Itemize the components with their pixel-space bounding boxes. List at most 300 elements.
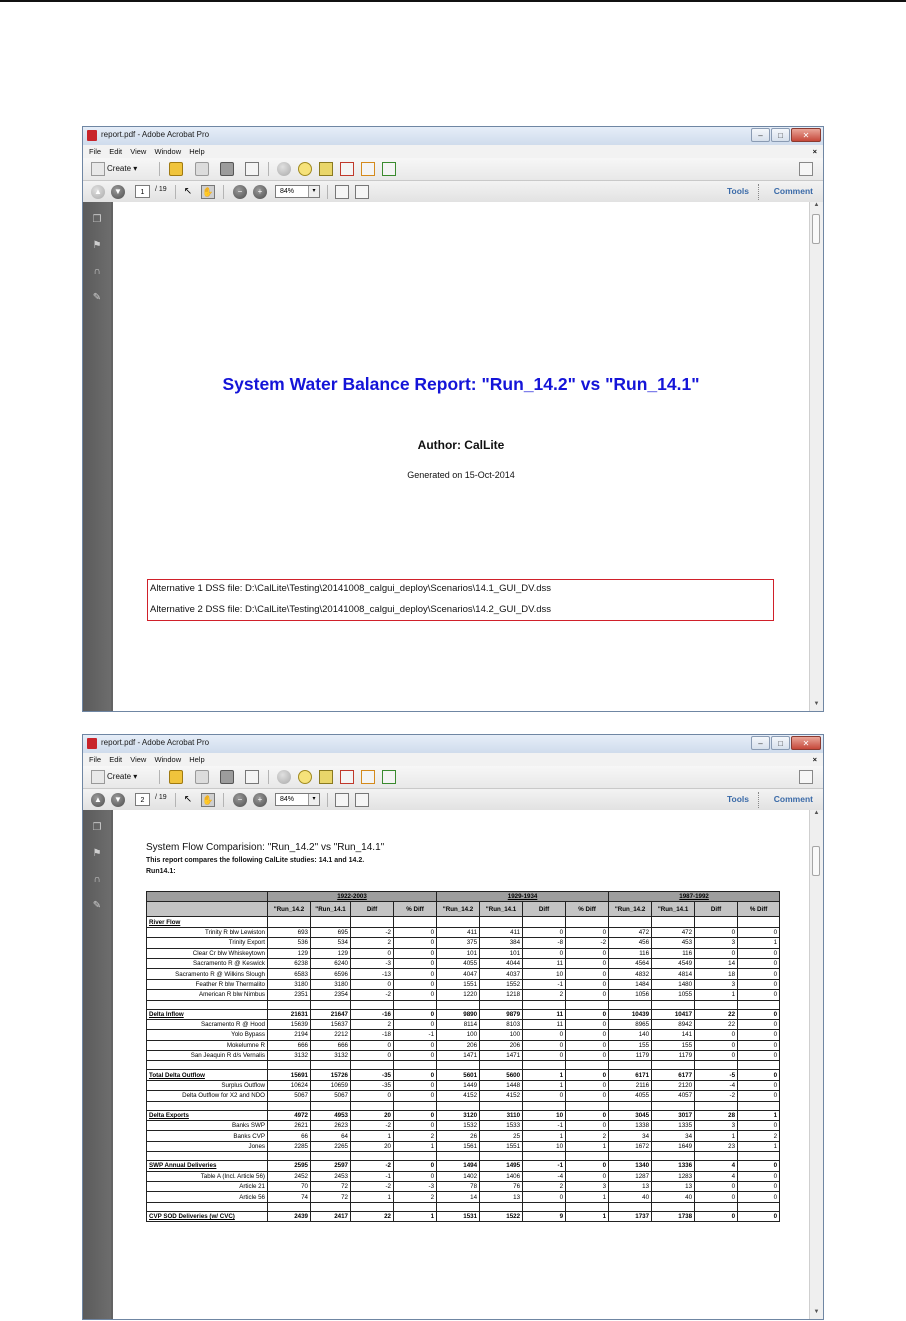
empty-cell (609, 1202, 652, 1211)
table-row (147, 927, 780, 937)
expand-icon[interactable] (799, 770, 813, 784)
value-cell: 1471 (437, 1051, 480, 1061)
value-cell: 375 (437, 938, 480, 948)
table-row (147, 1080, 780, 1090)
empty-cell (311, 1000, 351, 1009)
empty-cell (351, 1061, 394, 1070)
value-cell: 8103 (480, 1019, 523, 1029)
main-toolbar (83, 766, 823, 789)
value-cell: 3 (695, 1121, 738, 1131)
highlight-icon[interactable] (319, 770, 333, 784)
value-cell: 0 (394, 1171, 437, 1181)
email-icon[interactable] (245, 770, 259, 784)
value-cell: 0 (738, 1030, 780, 1040)
empty-cell (738, 1101, 780, 1110)
toolbar-divider (223, 185, 224, 199)
open-folder-icon[interactable] (169, 162, 183, 176)
zoom-select[interactable] (275, 185, 320, 198)
table-row (147, 990, 780, 1000)
comparison-title: System Flow Comparision: "Run_14.2" vs "Run_14.1" (146, 842, 385, 853)
empty-cell (652, 1061, 695, 1070)
value-cell: 21631 (268, 1009, 311, 1019)
select-cursor-icon[interactable]: ↖ (183, 794, 193, 805)
row-label: Sacramento R @ Wilkins Slough (147, 969, 268, 979)
value-cell: 0 (566, 1161, 609, 1171)
empty-cell (311, 1101, 351, 1110)
value-cell: 1495 (480, 1161, 523, 1171)
page-total: / 19 (155, 186, 167, 193)
zoom-in-icon[interactable]: + (253, 793, 267, 807)
empty-cell (652, 1000, 695, 1009)
comment-pane-button[interactable]: Comment (773, 794, 813, 804)
generated-date: Generated on 15-Oct-2014 (407, 470, 515, 480)
table-row (147, 979, 780, 989)
empty-cell (566, 1000, 609, 1009)
value-cell: 0 (566, 990, 609, 1000)
empty-cell (147, 1000, 268, 1009)
empty-cell (480, 1202, 523, 1211)
scroll-thumb[interactable] (812, 846, 820, 876)
title-bar (83, 127, 823, 145)
next-page-icon[interactable]: ▼ (111, 793, 125, 807)
value-cell: 4055 (609, 1091, 652, 1101)
value-cell: 1561 (437, 1141, 480, 1151)
gear-icon[interactable] (277, 162, 291, 176)
empty-cell (147, 1101, 268, 1110)
menu-view[interactable]: View (130, 755, 147, 764)
value-cell: 13 (652, 1181, 695, 1191)
signatures-icon[interactable]: ✎ (92, 292, 102, 303)
value-cell: 3 (566, 1181, 609, 1191)
redact-icon[interactable] (340, 770, 354, 784)
row-label: Jones (147, 1141, 268, 1151)
minimize-button[interactable]: – (751, 128, 770, 142)
column-header: Diff (695, 902, 738, 917)
value-cell: 695 (311, 927, 351, 937)
empty-cell (268, 1061, 311, 1070)
empty-cell (147, 1061, 268, 1070)
value-cell: 1 (695, 990, 738, 1000)
empty-cell (652, 917, 695, 927)
highlight-icon[interactable] (319, 162, 333, 176)
value-cell: 1 (738, 1141, 780, 1151)
table-row (147, 1091, 780, 1101)
export-icon[interactable] (361, 770, 375, 784)
empty-cell (566, 1152, 609, 1161)
total-row (147, 1110, 780, 1120)
empty-cell (437, 1101, 480, 1110)
value-cell: 1672 (609, 1141, 652, 1151)
vertical-scrollbar[interactable] (809, 810, 823, 1319)
empty-cell (480, 917, 523, 927)
value-cell: 411 (480, 927, 523, 937)
run-label: Run14.1: (146, 868, 176, 875)
column-header: "Run_14.2 (437, 902, 480, 917)
empty-cell (652, 1101, 695, 1110)
menu-help[interactable]: Help (189, 755, 205, 764)
scroll-down-icon[interactable]: ▼ (813, 701, 820, 707)
value-cell: -1 (523, 1121, 566, 1131)
value-cell: 1551 (480, 1141, 523, 1151)
value-cell: -2 (351, 1181, 394, 1191)
tools-pane-button[interactable]: Tools (726, 794, 749, 804)
close-document-icon[interactable]: × (812, 755, 817, 764)
page-number-input[interactable]: 1 (135, 185, 150, 198)
value-cell: 1179 (609, 1051, 652, 1061)
empty-cell (566, 1101, 609, 1110)
empty-cell (738, 1202, 780, 1211)
value-cell: 0 (695, 1211, 738, 1221)
value-cell: 0 (523, 1040, 566, 1050)
pages-panel-icon[interactable]: ❐ (92, 214, 102, 225)
create-pdf-icon[interactable] (91, 162, 105, 176)
value-cell: 472 (652, 927, 695, 937)
sign-icon[interactable] (382, 770, 396, 784)
menu-window[interactable]: Window (154, 755, 182, 764)
tools-pane-button[interactable]: Tools (726, 186, 749, 196)
value-cell: 0 (566, 1080, 609, 1090)
export-icon[interactable] (361, 162, 375, 176)
menu-file[interactable]: File (89, 147, 102, 156)
value-cell: 0 (738, 927, 780, 937)
scrolling-mode-icon[interactable] (335, 185, 349, 199)
zoom-select[interactable] (275, 793, 320, 806)
value-cell: -2 (566, 938, 609, 948)
empty-cell (480, 1061, 523, 1070)
period-header: 1987-1992 (609, 892, 780, 902)
empty-cell (394, 1061, 437, 1070)
value-cell: 472 (609, 927, 652, 937)
expand-icon[interactable] (799, 162, 813, 176)
empty-cell (738, 1061, 780, 1070)
empty-cell (523, 1101, 566, 1110)
toolbar-divider (327, 185, 328, 199)
value-cell: 1336 (652, 1161, 695, 1171)
sign-icon[interactable] (382, 162, 396, 176)
fit-page-icon[interactable] (355, 793, 369, 807)
empty-cell (738, 1152, 780, 1161)
table-row (147, 1121, 780, 1131)
scroll-up-icon[interactable]: ▲ (813, 202, 820, 208)
minimize-button[interactable]: – (751, 736, 770, 750)
value-cell: 0 (351, 1091, 394, 1101)
menu-window[interactable]: Window (154, 147, 182, 156)
value-cell: 0 (695, 1181, 738, 1191)
zoom-in-icon[interactable]: + (253, 185, 267, 199)
next-page-icon[interactable]: ▼ (111, 185, 125, 199)
create-pdf-icon[interactable] (91, 770, 105, 784)
value-cell: 0 (738, 1051, 780, 1061)
zoom-out-icon[interactable]: − (233, 793, 247, 807)
value-cell: 1 (351, 1131, 394, 1141)
value-cell: 0 (738, 1040, 780, 1050)
value-cell: 0 (738, 1091, 780, 1101)
value-cell: -2 (351, 990, 394, 1000)
print-icon[interactable] (220, 770, 234, 784)
comment-pane-button[interactable]: Comment (773, 186, 813, 196)
value-cell: 0 (738, 990, 780, 1000)
value-cell: 1 (695, 1131, 738, 1141)
value-cell: 0 (394, 1019, 437, 1029)
close-document-icon[interactable]: × (812, 147, 817, 156)
value-cell: 10439 (609, 1009, 652, 1019)
open-folder-icon[interactable] (169, 770, 183, 784)
value-cell: 1494 (437, 1161, 480, 1171)
value-cell: 5600 (480, 1070, 523, 1080)
value-cell: 0 (738, 1070, 780, 1080)
value-cell: 4564 (609, 958, 652, 968)
row-label: Total Delta Outflow (147, 1070, 268, 1080)
value-cell: 1737 (609, 1211, 652, 1221)
vertical-scrollbar[interactable] (809, 202, 823, 711)
toolbar-divider (159, 770, 160, 784)
toolbar-divider (175, 793, 176, 807)
navigation-pane (83, 810, 111, 1319)
pane-divider (758, 792, 759, 808)
bookmarks-icon[interactable]: ⚑ (92, 848, 102, 859)
scroll-up-icon[interactable]: ▲ (813, 810, 820, 816)
table-row (147, 1171, 780, 1181)
value-cell: 0 (523, 1192, 566, 1202)
chevron-down-icon: ▾ (308, 186, 319, 197)
value-cell: 0 (523, 1051, 566, 1061)
value-cell: 1533 (480, 1121, 523, 1131)
maximize-button[interactable]: □ (771, 128, 790, 142)
value-cell: 11 (523, 1009, 566, 1019)
value-cell: 22 (695, 1019, 738, 1029)
value-cell: 0 (695, 1051, 738, 1061)
create-label: Create (107, 772, 132, 781)
maximize-button[interactable]: □ (771, 736, 790, 750)
value-cell: 18 (695, 969, 738, 979)
value-cell: 0 (394, 969, 437, 979)
document-area (83, 810, 823, 1319)
value-cell: 693 (268, 927, 311, 937)
dss-files-box (147, 579, 774, 621)
column-header: "Run_14.1 (652, 902, 695, 917)
value-cell: 2120 (652, 1080, 695, 1090)
column-header: "Run_14.2 (609, 902, 652, 917)
menu-edit[interactable]: Edit (109, 147, 123, 156)
table-row (147, 1141, 780, 1151)
value-cell: 72 (311, 1181, 351, 1191)
value-cell: -3 (351, 958, 394, 968)
empty-cell (480, 1000, 523, 1009)
value-cell: 4044 (480, 958, 523, 968)
empty-cell (695, 1152, 738, 1161)
gear-icon[interactable] (277, 770, 291, 784)
value-cell: 384 (480, 938, 523, 948)
value-cell: 13 (480, 1192, 523, 1202)
row-label: Mokelumne R (147, 1040, 268, 1050)
value-cell: 4549 (652, 958, 695, 968)
value-cell: 100 (437, 1030, 480, 1040)
bookmarks-icon[interactable]: ⚑ (92, 240, 102, 251)
navigation-toolbar (83, 181, 823, 204)
value-cell: -4 (695, 1080, 738, 1090)
value-cell: 1448 (480, 1080, 523, 1090)
value-cell: 0 (738, 1009, 780, 1019)
category-row (147, 917, 780, 927)
value-cell: 0 (738, 1211, 780, 1221)
value-cell: 0 (566, 958, 609, 968)
value-cell: 1 (566, 1211, 609, 1221)
scrolling-mode-icon[interactable] (335, 793, 349, 807)
value-cell: 2439 (268, 1211, 311, 1221)
menu-edit[interactable]: Edit (109, 755, 123, 764)
empty-cell (437, 1061, 480, 1070)
window-title: report.pdf - Adobe Acrobat Pro (101, 738, 210, 747)
value-cell: 666 (311, 1040, 351, 1050)
value-cell: 15637 (311, 1019, 351, 1029)
table-row (147, 1192, 780, 1202)
value-cell: 10 (523, 969, 566, 979)
value-cell: 0 (566, 927, 609, 937)
save-icon[interactable] (195, 162, 209, 176)
column-header: "Run_14.1 (480, 902, 523, 917)
email-icon[interactable] (245, 162, 259, 176)
value-cell: 6177 (652, 1070, 695, 1080)
row-label: American R blw Nimbus (147, 990, 268, 1000)
toolbar-divider (327, 793, 328, 807)
table-corner (147, 902, 268, 917)
row-label: Feather R blw Thermalito (147, 979, 268, 989)
redact-icon[interactable] (340, 162, 354, 176)
comparison-subtitle: This report compares the following CalLite studies: 14.1 and 14.2. (146, 857, 365, 864)
value-cell: 2351 (268, 990, 311, 1000)
value-cell: 0 (738, 1171, 780, 1181)
page-number-input[interactable]: 2 (135, 793, 150, 806)
value-cell: 1220 (437, 990, 480, 1000)
empty-cell (523, 1000, 566, 1009)
value-cell: 78 (437, 1181, 480, 1191)
save-icon[interactable] (195, 770, 209, 784)
previous-page-icon[interactable]: ▲ (91, 793, 105, 807)
create-button[interactable]: Create ▾ (107, 164, 138, 173)
value-cell: 5067 (311, 1091, 351, 1101)
value-cell: 1 (738, 938, 780, 948)
value-cell: 0 (566, 979, 609, 989)
value-cell: 0 (394, 1121, 437, 1131)
fit-page-icon[interactable] (355, 185, 369, 199)
menu-file[interactable]: File (89, 755, 102, 764)
value-cell: 0 (738, 958, 780, 968)
signatures-icon[interactable]: ✎ (92, 900, 102, 911)
previous-page-icon[interactable]: ▲ (91, 185, 105, 199)
attachments-icon[interactable]: ∩ (93, 266, 101, 277)
value-cell: 116 (609, 948, 652, 958)
empty-cell (738, 917, 780, 927)
close-button[interactable]: ✕ (791, 128, 821, 142)
value-cell: 0 (394, 1080, 437, 1090)
value-cell: 0 (695, 1040, 738, 1050)
row-label: Surplus Outflow (147, 1080, 268, 1090)
close-button[interactable]: ✕ (791, 736, 821, 750)
comment-bubble-icon[interactable] (298, 770, 312, 784)
value-cell: 6238 (268, 958, 311, 968)
period-header-row (147, 892, 780, 902)
empty-cell (566, 1202, 609, 1211)
hand-tool-icon[interactable]: ✋ (202, 795, 214, 805)
value-cell: 0 (394, 1040, 437, 1050)
hand-tool-icon[interactable]: ✋ (202, 187, 214, 197)
menu-help[interactable]: Help (189, 147, 205, 156)
scroll-thumb[interactable] (812, 214, 820, 244)
value-cell: 6171 (609, 1070, 652, 1080)
value-cell: 1522 (480, 1211, 523, 1221)
print-icon[interactable] (220, 162, 234, 176)
create-button[interactable]: Create ▾ (107, 772, 138, 781)
value-cell: -1 (394, 1030, 437, 1040)
value-cell: 1 (738, 1110, 780, 1120)
column-header: Diff (351, 902, 394, 917)
value-cell: 3 (695, 979, 738, 989)
value-cell: 0 (566, 1091, 609, 1101)
value-cell: 22 (351, 1211, 394, 1221)
comment-bubble-icon[interactable] (298, 162, 312, 176)
value-cell: 2621 (268, 1121, 311, 1131)
empty-cell (523, 1202, 566, 1211)
empty-cell (609, 1061, 652, 1070)
select-cursor-icon[interactable]: ↖ (183, 186, 193, 197)
value-cell: 15691 (268, 1070, 311, 1080)
empty-cell (311, 1152, 351, 1161)
value-cell: 0 (695, 948, 738, 958)
empty-cell (695, 1202, 738, 1211)
value-cell: 0 (566, 1171, 609, 1181)
value-cell: 0 (695, 1030, 738, 1040)
value-cell: 25 (480, 1131, 523, 1141)
value-cell: 3132 (311, 1051, 351, 1061)
value-cell: 206 (480, 1040, 523, 1050)
value-cell: 2265 (311, 1141, 351, 1151)
row-label: Trinity Export (147, 938, 268, 948)
value-cell: -2 (351, 927, 394, 937)
value-cell: 64 (311, 1131, 351, 1141)
empty-cell (351, 1202, 394, 1211)
zoom-out-icon[interactable]: − (233, 185, 247, 199)
value-cell: 0 (523, 948, 566, 958)
zoom-value: 84% (280, 188, 295, 195)
value-cell: 3120 (437, 1110, 480, 1120)
navigation-toolbar (83, 789, 823, 812)
scroll-down-icon[interactable]: ▼ (813, 1309, 820, 1315)
value-cell: 15639 (268, 1019, 311, 1029)
row-label: Article 21 (147, 1181, 268, 1191)
page-total: / 19 (155, 794, 167, 801)
title-bar (83, 735, 823, 753)
empty-cell (351, 1000, 394, 1009)
value-cell: 23 (695, 1141, 738, 1151)
value-cell: 0 (738, 1161, 780, 1171)
value-cell: 10 (523, 1110, 566, 1120)
value-cell: 2 (566, 1131, 609, 1141)
attachments-icon[interactable]: ∩ (93, 874, 101, 885)
value-cell: 0 (394, 1110, 437, 1120)
document-area (83, 202, 823, 711)
pages-panel-icon[interactable]: ❐ (92, 822, 102, 833)
value-cell: 0 (394, 938, 437, 948)
row-label: Delta Exports (147, 1110, 268, 1120)
spacer-row (147, 1101, 780, 1110)
value-cell: 4814 (652, 969, 695, 979)
empty-cell (609, 1152, 652, 1161)
value-cell: 3180 (311, 979, 351, 989)
value-cell: 0 (566, 969, 609, 979)
value-cell: 66 (268, 1131, 311, 1141)
table-row (147, 958, 780, 968)
menu-view[interactable]: View (130, 147, 147, 156)
